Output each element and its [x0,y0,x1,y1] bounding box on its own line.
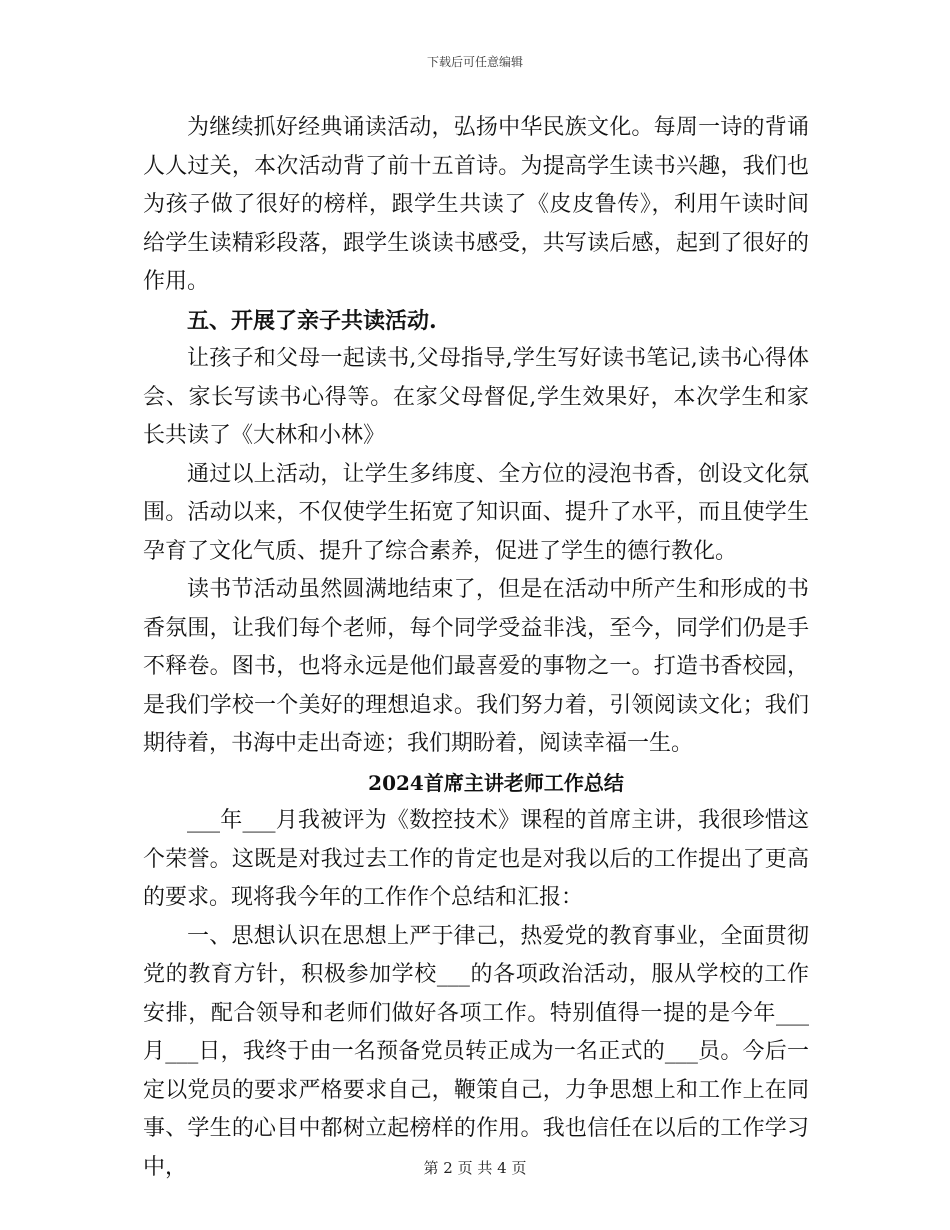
paragraph-activity-effects: 通过以上活动，让学生多纬度、全方位的浸泡书香，创设文化氛围。活动以来，不仅使学生拓宽了知识面、提升了水平，而且使学生孕育了文化气质、提升了综合素养，促进了学生的德行教化。 [143,461,809,564]
paragraph-parent-child-reading: 让孩子和父母一起读书,父母指导,学生写好读书笔记,读书心得体会、家长写读书心得等。在家父母督促,学生效果好，本次学生和家长共读了《大林和小林》 [143,346,809,448]
paragraph-introduction: ___年___月我被评为《数控技术》课程的首席主讲，我很珍惜这个荣誉。这既是对我过去工作的肯定也是对我以后的工作提出了更高的要求。现将我今年的工作作个总结和汇报： [143,808,809,910]
body-text [143,109,809,1187]
page-header: 下载后可任意编辑 [426,55,523,69]
page-footer: 第 2 页 共 4 页 [423,1159,527,1177]
paragraph-classic-reading: 为继续抓好经典诵读活动，弘扬中华民族文化。每周一诗的背诵人人过关，本次活动背了前十五首诗。为提高学生读书兴趣，我们也为孩子做了很好的榜样，跟学生共读了《皮皮鲁传》，利用午读时间给学生读精彩段落，跟学生谈读书感受，共写读后感，起到了很好的作用。 [143,115,809,294]
paragraph-conclusion: 读书节活动虽然圆满地结束了，但是在活动中所产生和形成的书香氛围，让我们每个老师，每个同学受益非浅，至今，同学们仍是手不释卷。图书，也将永远是他们最喜爱的事物之一。打造书香校园，是我们学校一个美好的理想追求。我们努力着，引领阅读文化；我们期待着，书海中走出奇迹；我们期盼着，阅读幸福一生。 [143,577,809,756]
paragraph-ideology: 一、思想认识在思想上严于律己，热爱党的教育事业，全面贯彻党的教育方针，积极参加学校___的各项政治活动，服从学校的工作安排，配合领导和老师们做好各项工作。特别值得一提的是今年___月___日，我终于由一名预备党员转正成为一名正式的___员。今后一定以党员的要求严格要求自己，鞭策自己，力争思想上和工作上在同事、学生的心目中都树立起榜样的作用。我也信任在以后的工作学习中， [143,923,809,1180]
section-heading-parent-child-reading: 五、开展了亲子共读活动. [187,307,437,334]
document-title: 2024首席主讲老师工作总结 [368,770,624,795]
